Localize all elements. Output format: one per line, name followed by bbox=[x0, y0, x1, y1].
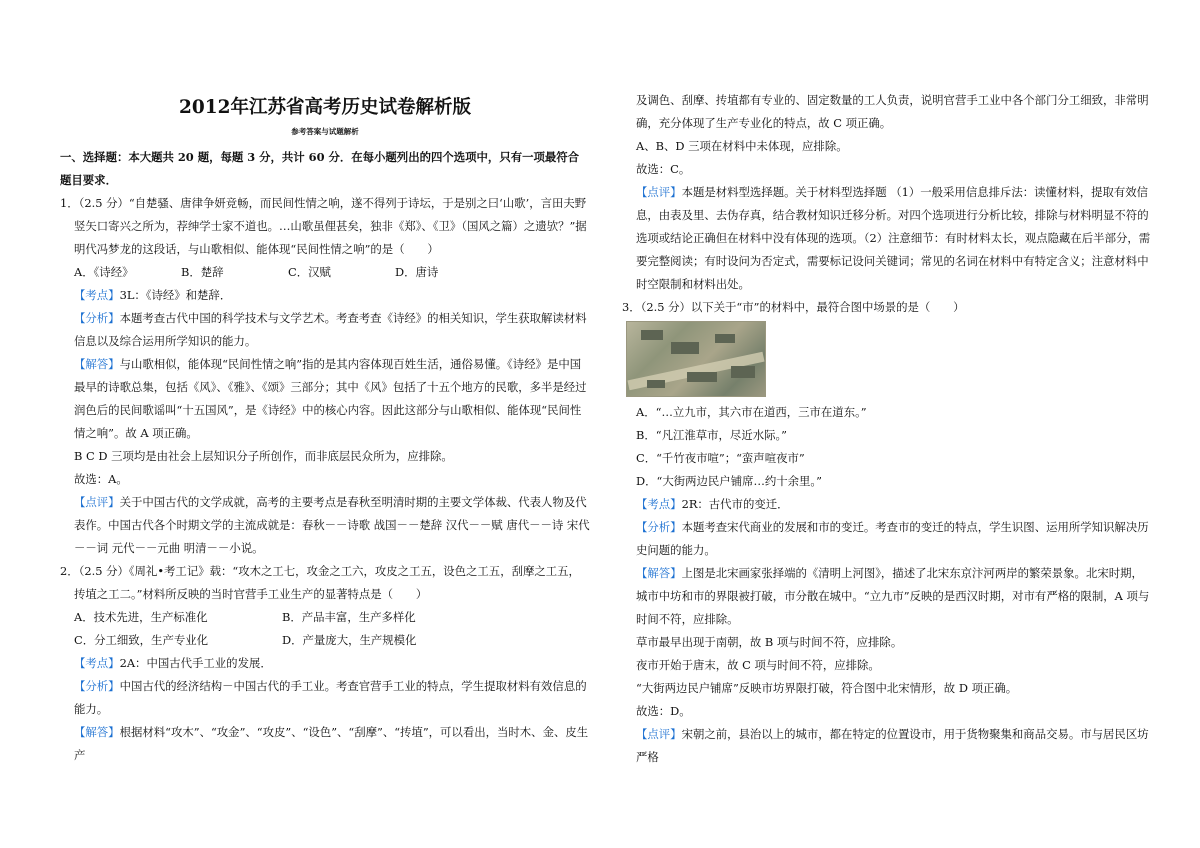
fenxi-tag: 【分析】 bbox=[636, 520, 682, 534]
q1-kaodian: 【考点】3L：《诗经》和楚辞． bbox=[74, 288, 232, 302]
question-3-option-c: C．“千竹夜市喧”；“蛮声喧夜市” bbox=[636, 451, 805, 465]
fenxi-tag: 【分析】 bbox=[74, 311, 120, 325]
q3-jieda: 【解答】上图是北宋画家张择端的《清明上河图》，描述了北宋东京汴河两岸的繁荣景象。北宋时期，城市中坊和市的界限被打破，市分散在城中。“立九市”反映的是西汉时期，对市有严格的限制，A 项与时间不符，应排除。 bbox=[636, 566, 1150, 626]
jieda-tag: 【解答】 bbox=[74, 357, 120, 371]
option-d: D．唐诗 bbox=[395, 265, 439, 279]
option-b: B．楚辞 bbox=[181, 265, 224, 279]
dianping-tag: 【点评】 bbox=[636, 185, 682, 199]
q2-fenxi: 【分析】中国古代的经济结构－中国古代的手工业。考查官营手工业的特点，学生提取材料有效信息的能力。 bbox=[74, 679, 587, 716]
q3-answer: 故选：D。 bbox=[636, 704, 691, 718]
q2-kaodian: 【考点】2A：中国古代手工业的发展． bbox=[74, 656, 272, 670]
option-a: A．技术先进，生产标准化 bbox=[74, 610, 208, 624]
qingming-painting-image bbox=[626, 321, 766, 397]
q2-explanation-line: A、B、D 三项在材料中未体现，应排除。 bbox=[636, 139, 848, 153]
q3-fenxi: 【分析】本题考查宋代商业的发展和市的变迁。考查市的变迁的特点，学生识图、运用所学知识解决历史问题的能力。 bbox=[636, 520, 1149, 557]
q3-line-b: 草市最早出现于南朝，故 B 项与时间不符，应排除。 bbox=[636, 635, 903, 649]
option-d: D．产量庞大，生产规模化 bbox=[282, 633, 417, 647]
kaodian-tag: 【考点】 bbox=[74, 288, 120, 302]
question-3-option-d: D．“大街两边民户铺席…约十余里。” bbox=[636, 474, 822, 488]
q1-jieda: 【解答】与山歌相似，能体现“民间性情之响”指的是其内容体现百姓生活，通俗易懂。《诗经》是中国最早的诗歌总集，包括《风》、《雅》、《颂》三部分；其中《风》包括了十五个地方的民歌，多半是经过润色后的民间歌谣叫“十五国风”，是《诗经》中的核心内容。因此这部分与山歌相似、能体现“民间性情之响”。故 A 项正确。 bbox=[74, 357, 587, 440]
section-heading: 一、选择题：本大题共 20 题，每题 3 分，共计 60 分．在每小题列出的四个选项中，只有一项最符合题目要求． bbox=[60, 150, 580, 187]
q2-jieda: 【解答】根据材料“攻木”、“攻金”、“攻皮”、“设色”、“刮摩”、“抟埴”，可以看出，当时木、金、皮生产 bbox=[74, 725, 589, 762]
question-1-options bbox=[60, 261, 590, 284]
fenxi-tag: 【分析】 bbox=[74, 679, 120, 693]
option-c: C．分工细致，生产专业化 bbox=[74, 633, 209, 647]
question-2-options-row-1 bbox=[60, 606, 590, 629]
dianping-tag: 【点评】 bbox=[636, 727, 682, 741]
question-3-option-a: A．“…立九市，其六市在道西，三市在道东。” bbox=[636, 405, 867, 419]
q1-fenxi: 【分析】本题考查古代中国的科学技术与文学艺术。考查考查《诗经》的相关知识，学生获取解读材料信息以及综合运用所学知识的能力。 bbox=[74, 311, 587, 348]
document-title: 2012年江苏省高考历史试卷解析版 bbox=[179, 97, 471, 118]
question-2-stem: 2．（2.5 分）《周礼•考工记》载：“攻木之工七，攻金之工六，攻皮之工五，设色之工五，刮摩之工五，抟埴之工二。”材料所反映的当时官营手工业生产的显著特点是（ ） bbox=[60, 564, 580, 601]
q2-answer: 故选：C。 bbox=[636, 162, 691, 176]
q3-line-d: “大街两边民户铺席”反映市坊界限打破，符合图中北宋情形，故 D 项正确。 bbox=[636, 681, 1018, 695]
q2-dianping: 【点评】本题是材料型选择题。关于材料型选择题 （1）一般采用信息排斥法：读懂材料，提取有效信息，由表及里、去伪存真，结合教材知识迁移分析。对四个选项进行分析比较，排除与材料明显不符的选项或结论正确但在材料中没有体现的选项。（2）注意细节：有时材料太长，观点隐藏在后半部分，需要完整阅读；有时设问为否定式，需要标记设问关键词；常见的名词在材料中有特定含义；注意材料中时空限制和材料出处。 bbox=[636, 185, 1151, 291]
question-3-stem: 3．（2.5 分）以下关于“市”的材料中，最符合图中场景的是（ ） bbox=[622, 300, 965, 314]
option-b: B．产品丰富，生产多样化 bbox=[282, 610, 416, 624]
kaodian-tag: 【考点】 bbox=[636, 497, 682, 511]
dianping-tag: 【点评】 bbox=[74, 495, 120, 509]
q3-dianping: 【点评】宋朝之前，县治以上的城市，都在特定的位置设市，用于货物聚集和商品交易。市与居民区坊严格 bbox=[636, 727, 1149, 764]
option-c: C．汉赋 bbox=[288, 265, 331, 279]
option-a: A．《诗经》 bbox=[74, 265, 134, 279]
q1-answer: 故选：A。 bbox=[74, 472, 128, 486]
kaodian-tag: 【考点】 bbox=[74, 656, 120, 670]
jieda-tag: 【解答】 bbox=[74, 725, 120, 739]
jieda-tag: 【解答】 bbox=[636, 566, 682, 580]
q1-explanation-line: B C D 三项均是由社会上层知识分子所创作，而非底层民众所为，应排除。 bbox=[74, 449, 453, 463]
left-column bbox=[60, 0, 590, 767]
q2-jieda-continued: 及调色、刮摩、抟埴都有专业的、固定数量的工人负责，说明官营手工业中各个部门分工细致，非常明确，充分体现了生产专业化的特点，故 C 项正确。 bbox=[636, 93, 1149, 130]
q1-dianping: 【点评】关于中国古代的文学成就，高考的主要考点是春秋至明清时期的主要文学体裁、代表人物及代表作。中国古代各个时期文学的主流成就是：春秋－－诗歌 战国－－楚辞 汉代－－赋 唐代－－诗 宋代－－词 元代－－元曲 明清－－小说。 bbox=[74, 495, 590, 555]
q3-kaodian: 【考点】2R：古代市的变迁． bbox=[636, 497, 789, 511]
q3-line-c: 夜市开始于唐末，故 C 项与时间不符，应排除。 bbox=[636, 658, 880, 672]
right-column bbox=[622, 0, 1154, 769]
question-2-options-row-2 bbox=[60, 629, 590, 652]
question-1-stem: 1．（2.5 分）“自楚骚、唐律争妍竞畅，而民间性情之响，遂不得列于诗坛，于是别之曰‘山歌’，言田夫野竖矢口寄兴之所为，荐绅学士家不道也。…山歌虽俚甚矣，独非《郑》、《卫》（国风之篇）之遗欤？”据明代冯梦龙的这段话，与山歌相似、能体现“民间性情之响”的是（ ） bbox=[60, 196, 587, 256]
document-subtitle: 参考答案与试题解析 bbox=[291, 127, 359, 136]
question-3-option-b: B．“凡江淮草市，尽近水际。” bbox=[636, 428, 788, 442]
